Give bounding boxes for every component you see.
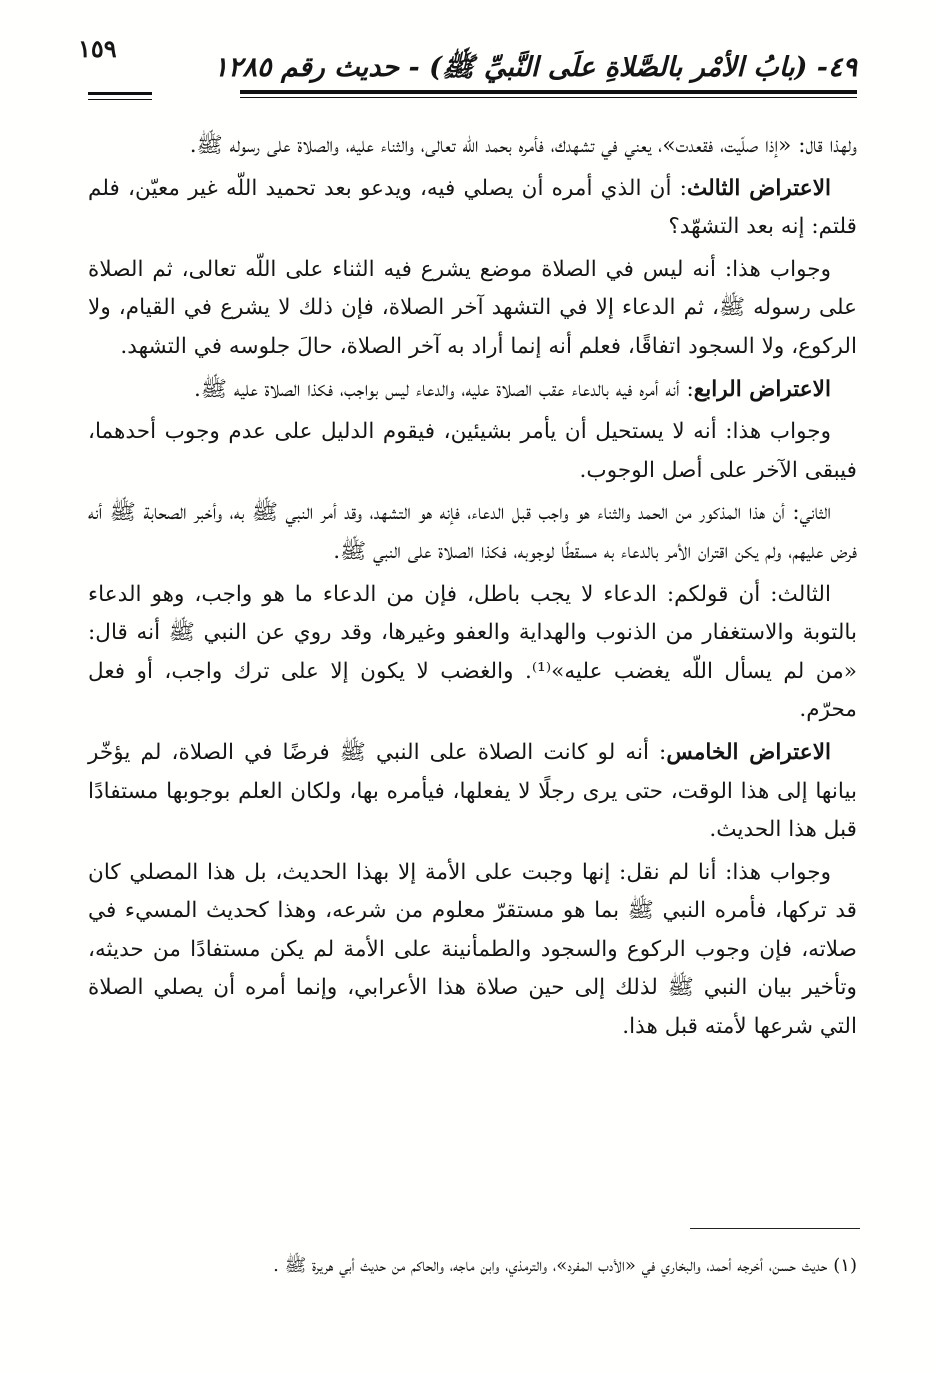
paragraph-7: الثالث: أن قولكم: الدعاء لا يجب باطل، فإن من الدعاء ما هو واجب، وهو الدعاء بالتوبة والاستغفار من الذنوب والهداية والعفو وغيرها، وقد روي عن النبي ﷺ أنه قال: «من لم يسأل اللّه يغضب عليه»⁽¹⁾. والغضب لا يكون إلا على ترك واجب، أو فعل محرّم. — [88, 581, 857, 723]
header-rule-left-thick — [88, 92, 152, 95]
paragraph-4: الاعتراض الرابع: أنه أمره فيه بالدعاء عقب الصلاة عليه، والدعاء ليس بواجب، فكذا الصلاة عليه ﷺ. — [194, 376, 831, 402]
chapter-title: ٤٩- (بابُ الأمْر بالصَّلاةِ علَى النَّبيِّ ﷺ) - حديث رقم ١٢٨٥ — [213, 52, 857, 83]
main-text — [88, 127, 857, 1051]
header-rule-thin — [240, 97, 857, 98]
paragraph-2: الاعتراض الثالث: أن الذي أمره أن يصلي فيه، ويدعو بعد تحميد اللّه غير معيّن، فلم قلتم: إنه بعد التشهّد؟ — [88, 175, 857, 240]
paragraph-9: وجواب هذا: أنا لم نقل: إنها وجبت على الأمة إلا بهذا الحديث، بل هذا المصلي كان قد تركها، فأمره النبي ﷺ بما هو مستقرّ معلوم من شرعه، وهذا كحديث المسيء في صلاته، فإن وجوب الركوع والسجود والطمأنينة على الأمة لم يكن مستفادًا من حديثه، وتأخير بيان النبي ﷺ لذلك إلى حين صلاة هذا الأعرابي، وإنما أمره أن يصلي الصلاة التي شرعها لأمته قبل هذا. — [88, 859, 857, 1040]
page-number: ١٥٩ — [70, 34, 125, 63]
paragraph-8: الاعتراض الخامس: أنه لو كانت الصلاة على النبي ﷺ فرضًا في الصلاة، لم يؤخّر بيانها إلى هذا الوقت، حتى يرى رجلًا لا يفعلها، فيأمره بها، ولكان العلم بوجوبها مستفادًا قبل هذا الحديث. — [88, 739, 857, 843]
paragraph-1: ولهذا قال: «إذا صلّيت، فقعدت»، يعني في تشهدك، فأمره بحمد اللّه تعالى، والثناء عليه، والصلاة على رسوله ﷺ. — [189, 133, 857, 158]
objection-heading: الاعتراض الرابع — [693, 376, 831, 402]
objection-heading: الاعتراض الثالث — [686, 175, 832, 201]
header-rule-thick — [240, 90, 857, 94]
footnote-rule — [690, 1228, 860, 1229]
objection-heading: الاعتراض الخامس — [666, 739, 832, 765]
paragraph-3: وجواب هذا: أنه ليس في الصلاة موضع يشرع فيه الثناء على اللّه تعالى، ثم الصلاة على رسوله ﷺ، ثم الدعاء إلا في التشهد آخر الصلاة، فإن ذلك لا يشرع في القيام، ولا الركوع، ولا السجود اتفاقًا، فعلم أنه إنما أراد به آخر الصلاة، حالَ جلوسه في التشهد. — [88, 256, 857, 359]
header-rule-left-thin — [88, 99, 152, 100]
footnote: (١) حديث حسن، أخرجه أحمد، والبخاري في «الأدب المفرد»، والترمذي، وابن ماجه، والحاكم من حديث أبي هريرة ﷺ . — [273, 1255, 857, 1276]
paragraph-5: وجواب هذا: أنه لا يستحيل أن يأمر بشيئين، فيقوم الدليل على عدم وجوب أحدهما، فيبقى الآخر على أصل الوجوب. — [88, 419, 857, 483]
running-header — [90, 50, 857, 90]
paragraph-6: الثاني: أن هذا المذكور من الحمد والثناء هو واجب قبل الدعاء، فإنه هو التشهد، وقد أمر النبي ﷺ به، وأخبر الصحابة ﷺ أنه فرض عليهم، ولم يكن اقتران الأمر بالدعاء به مسقطًا لوجوبه، فكذا الصلاة على النبي ﷺ. — [88, 500, 857, 564]
